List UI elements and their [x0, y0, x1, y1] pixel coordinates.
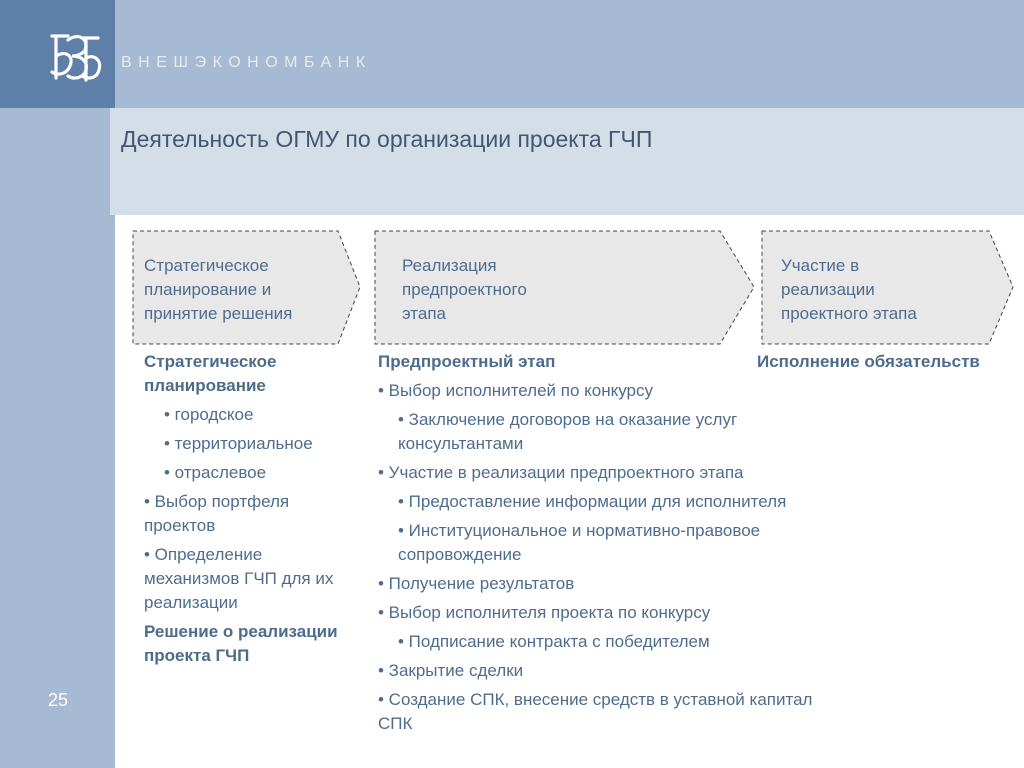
column-heading: Стратегическое планирование: [144, 352, 277, 395]
column-heading: Предпроектный этап: [378, 352, 556, 371]
list-item: • Выбор исполнителя проекта по конкурсу: [378, 603, 711, 622]
list-item: • Определение механизмов ГЧП для их реализации: [144, 545, 334, 612]
list-item: • Выбор портфеля проектов: [144, 492, 290, 535]
list-item: • Институциональное и нормативно-правовое сопровождение: [398, 521, 761, 564]
stage-label: Участие в реализации проектного этапа: [781, 256, 917, 323]
list-item: • Создание СПК, внесение средств в уставной капитал СПК: [378, 690, 813, 733]
stage-label: Стратегическое планирование и принятие решения: [144, 256, 293, 323]
stage-chevron-execution: [761, 230, 1015, 345]
list-item: • отраслевое: [164, 463, 267, 482]
list-item: • Предоставление информации для исполнителя: [398, 492, 787, 511]
column-execution: [757, 350, 1021, 374]
list-item: • Подписание контракта с победителем: [398, 632, 710, 651]
list-item: • Заключение договоров на оказание услуг консультантами: [398, 410, 738, 453]
list-item: • Участие в реализации предпроектного этапа: [378, 463, 744, 482]
list-item: • городское: [164, 405, 254, 424]
list-item: • территориальное: [164, 434, 313, 453]
stage-chevron-strategic: [132, 230, 362, 345]
left-sidebar-band: [0, 108, 115, 768]
column-heading: Исполнение обязательств: [757, 352, 980, 371]
list-item: • Выбор исполнителей по конкурсу: [378, 381, 654, 400]
logo-box: [0, 0, 115, 108]
column-preproject: [378, 350, 828, 736]
brand-name: ВНЕШЭКОНОМБАНК: [121, 54, 372, 71]
column-strategic: [144, 350, 354, 668]
list-item: • Получение результатов: [378, 574, 575, 593]
list-item: • Закрытие сделки: [378, 661, 524, 680]
decision-label: Решение о реализации проекта ГЧП: [144, 622, 338, 665]
preproject-list: [378, 379, 828, 736]
veb-monogram-icon: [42, 26, 106, 90]
stage-chevron-preproject: [374, 230, 756, 345]
title-band: [110, 108, 1024, 215]
page-title: Деятельность ОГМУ по организации проекта ГЧП: [121, 126, 653, 152]
stage-label: Реализация предпроектного этапа: [402, 256, 527, 323]
page-number: 25: [48, 690, 69, 710]
